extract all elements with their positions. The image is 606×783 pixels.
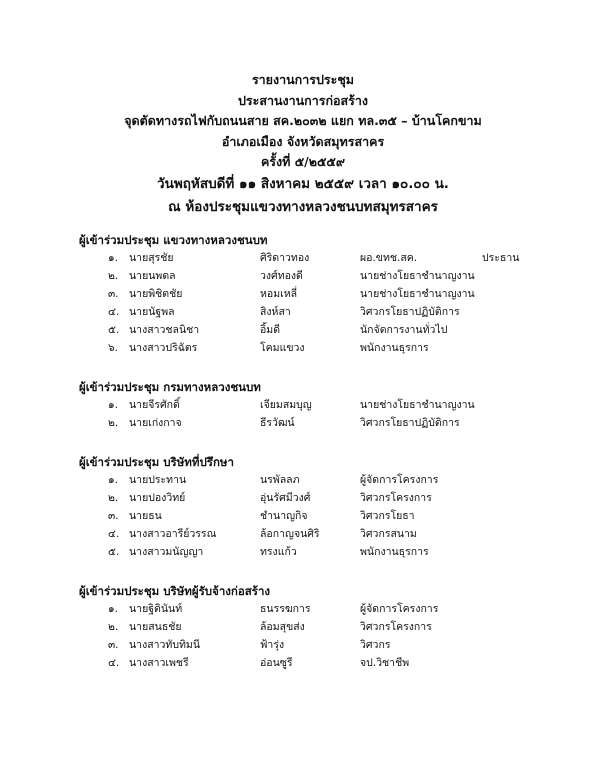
attendee-number: ๒. [108, 492, 119, 504]
report-title: รายงานการประชุม [251, 72, 355, 87]
attendee-row [79, 618, 539, 636]
attendee-row [79, 507, 539, 525]
attendee-position: นายช่างโยธาชำนาญงาน [360, 399, 475, 411]
attendee-row [79, 471, 539, 489]
section-title: ผู้เข้าร่วมประชุม บริษัทผู้รับจ้างก่อสร้าง [79, 584, 271, 598]
attendees-department-of-rural-roads [79, 379, 539, 432]
attendee-row [79, 321, 539, 339]
attendee-name: นางสาวปริฉัตร [129, 342, 198, 354]
attendee-name: นายสุรชัย [129, 252, 174, 264]
attendee-row [79, 600, 539, 618]
attendee-name: นางสาวชลนิชา [129, 324, 200, 336]
attendee-surname: โคมแขวง [260, 342, 305, 354]
project-location: อำเภอเมือง จังหวัดสมุทรสาคร [221, 133, 385, 149]
attendee-position: วิศวกรโยธาปฏิบัติการ [360, 417, 460, 429]
attendee-surname: อุ่นรัศมีวงศ์ [260, 492, 311, 504]
attendee-name: นายพิชิตชัย [129, 288, 183, 300]
attendee-name: นายประทาน [129, 474, 187, 486]
attendee-number: ๓. [108, 639, 119, 651]
attendee-number: ๔. [108, 528, 120, 540]
meeting-number: ครั้งที่ ๕/๒๕๕๙ [260, 154, 346, 169]
attendees-rural-highway-district [79, 232, 539, 357]
attendee-row [79, 249, 539, 267]
attendee-name: นางสาวทับทิมนี [129, 639, 201, 651]
attendee-row [79, 339, 539, 357]
attendee-row [79, 636, 539, 654]
attendee-position: ผู้จัดการโครงการ [360, 603, 439, 615]
attendee-name: นางสาวเพชรี [129, 657, 189, 669]
attendee-number: ๕. [108, 546, 120, 558]
section-title: ผู้เข้าร่วมประชุม กรมทางหลวงชนบท [79, 380, 261, 394]
attendee-position: ผู้จัดการโครงการ [360, 474, 439, 486]
attendee-position: วิศวกรโยธา [360, 510, 415, 522]
document-header [0, 70, 606, 219]
meeting-venue: ณ ห้องประชุมแขวงทางหลวงชนบทสมุทรสาคร [168, 198, 438, 215]
attendee-number: ๑. [108, 474, 119, 486]
meeting-subject: ประสานงานการก่อสร้าง [237, 92, 369, 108]
attendee-number: ๓. [108, 288, 119, 300]
project-name: จุดตัดทางรถไฟกับถนนสาย สค.๒๐๓๒ แยก ทล.๓๕ – บ้านโคกขาม [124, 113, 482, 128]
attendee-number: ๔. [108, 657, 120, 669]
attendee-number: ๓. [108, 510, 119, 522]
attendee-surname: ฟ้ารุ่ง [260, 639, 285, 651]
attendee-position: วิศวกรโครงการ [360, 492, 432, 504]
attendee-surname: ล้อกาญจนศิริ [260, 528, 320, 540]
attendees-consultant-company [79, 454, 539, 561]
attendee-number: ๑. [108, 252, 119, 264]
attendee-row [79, 267, 539, 285]
attendee-row [79, 396, 539, 414]
attendee-surname: ชำนาญกิจ [260, 510, 308, 522]
section-title: ผู้เข้าร่วมประชุม แขวงทางหลวงชนบท [79, 233, 268, 247]
meeting-date-time: วันพฤหัสบดีที่ ๑๑ สิงหาคม ๒๕๕๙ เวลา ๑๐.๐๐ น. [157, 175, 449, 192]
attendee-position: พนักงานธุรการ [360, 546, 429, 558]
attendee-number: ๒. [108, 621, 119, 633]
attendee-name: นายปองวิทย์ [129, 492, 186, 504]
attendee-surname: นรพัลลภ [260, 474, 300, 486]
attendee-position: นายช่างโยธาชำนาญงาน [360, 288, 475, 300]
attendee-name: นายนพดล [129, 270, 176, 282]
attendee-surname: ล้อมสุขส่ง [260, 621, 305, 633]
attendee-position: นายช่างโยธาชำนาญงาน [360, 270, 475, 282]
section-title: ผู้เข้าร่วมประชุม บริษัทที่ปรึกษา [79, 455, 234, 469]
attendee-role: ประธาน [482, 252, 520, 264]
attendee-number: ๔. [108, 306, 120, 318]
attendee-row [79, 543, 539, 561]
attendee-name: นายสนธชัย [129, 621, 182, 633]
attendee-name: นางสาวอารีย์วรรณ [129, 528, 217, 540]
attendees-contractor-company [79, 583, 539, 672]
attendee-name: นายฐิตินันท์ [129, 603, 183, 615]
attendee-position: พนักงานธุรการ [360, 342, 429, 354]
attendee-surname: วงศ์ทองดี [260, 270, 303, 282]
attendee-surname: สิงห์สา [260, 306, 291, 318]
attendee-number: ๕. [108, 324, 120, 336]
attendee-surname: อิ้มดี [260, 324, 281, 336]
attendee-surname: เจียมสมบุญ [260, 399, 312, 411]
attendee-number: ๒. [108, 270, 119, 282]
attendee-surname: ทรงแก้ว [260, 546, 297, 558]
attendee-row [79, 414, 539, 432]
attendee-row [79, 489, 539, 507]
attendee-position: วิศวกรโครงการ [360, 621, 432, 633]
attendee-position: นักจัดการงานทั่วไป [360, 324, 448, 336]
attendee-name: นายจีรศักดิ์ [129, 399, 180, 411]
attendee-surname: อ่อนซูรี [260, 657, 293, 669]
attendee-number: ๒. [108, 417, 119, 429]
attendee-surname: หอมเหลี่ [260, 288, 298, 300]
attendee-position: วิศวกร [360, 639, 391, 651]
attendee-sections [79, 232, 539, 694]
attendee-number: ๑. [108, 399, 119, 411]
attendee-position: ผอ.ขทช.สค. [360, 252, 418, 264]
attendee-name: นายธน [129, 510, 162, 522]
attendee-name: นายเก่งกาจ [129, 417, 182, 429]
attendee-row [79, 285, 539, 303]
attendee-number: ๖. [108, 342, 119, 354]
attendee-row [79, 654, 539, 672]
attendee-position: วิศวกรสนาม [360, 528, 417, 540]
attendee-surname: ธีรวัฒน์ [260, 417, 295, 429]
attendee-position: วิศวกรโยธาปฏิบัติการ [360, 306, 460, 318]
attendee-name: นายนัฐพล [129, 306, 175, 318]
attendee-name: นางสาวมนัญญา [129, 546, 204, 558]
attendee-row [79, 525, 539, 543]
attendee-number: ๑. [108, 603, 119, 615]
attendee-surname: ธนรรฆการ [260, 603, 311, 615]
attendee-row [79, 303, 539, 321]
attendee-surname: ศิริดาวทอง [260, 252, 310, 264]
attendee-position: จป.วิชาชีพ [360, 657, 410, 669]
